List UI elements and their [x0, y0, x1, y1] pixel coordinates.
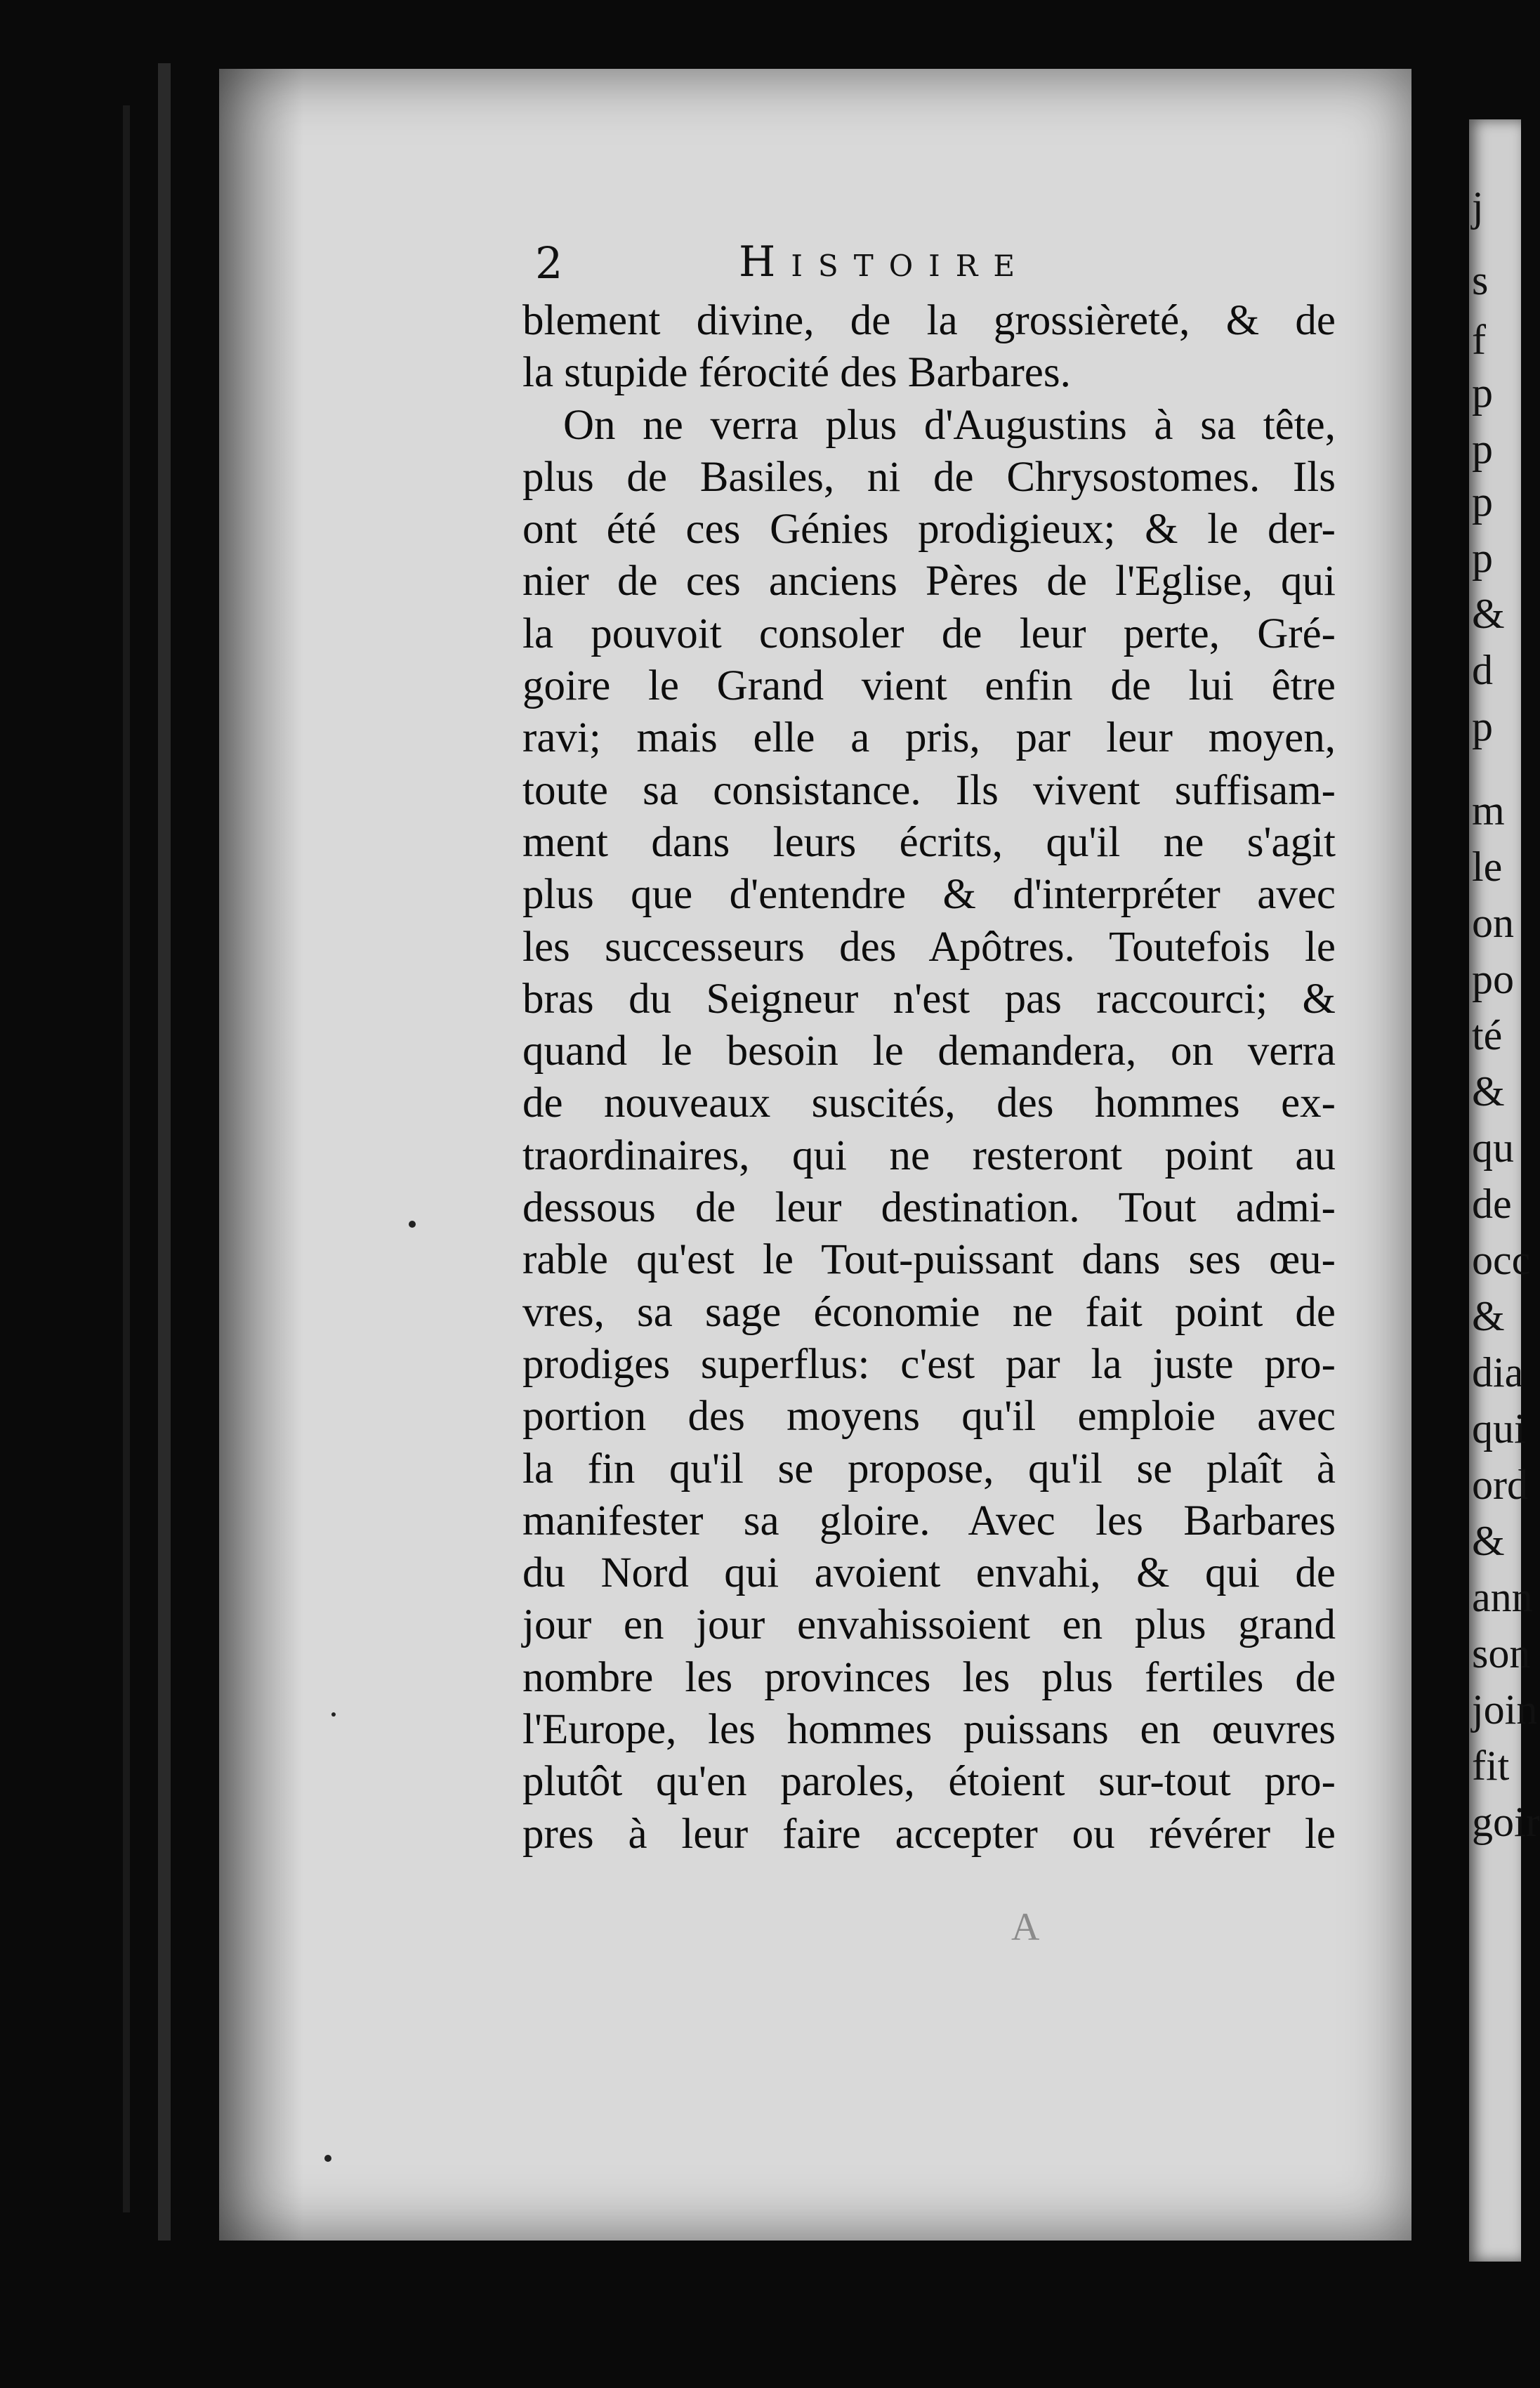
facing-page-edge [1469, 119, 1540, 2262]
text-line: plutôt qu'en paroles, étoient sur-tout pro- [522, 1758, 1336, 1806]
facing-page-fragment: f [1472, 317, 1486, 363]
facing-page-fragment: & [1472, 591, 1505, 637]
text-line: la pouvoit consoler de leur perte, Gré- [522, 610, 1336, 657]
facing-page-fragment: ord [1472, 1462, 1528, 1508]
facing-page-fragment: s [1472, 257, 1489, 303]
facing-page-fragment: p [1472, 478, 1493, 525]
facing-page-fragment: p [1472, 703, 1493, 749]
text-line: ravi; mais elle a pris, par leur moyen, [522, 714, 1336, 762]
facing-page-fragment: ann [1472, 1574, 1533, 1620]
text-line: manifester sa gloire. Avec les Barbares [522, 1497, 1336, 1544]
facing-page-fragment: po [1472, 956, 1514, 1002]
facing-page-fragment: qu [1472, 1124, 1514, 1171]
binding-edge-dark [123, 105, 130, 2212]
facing-page-fragment: m [1472, 787, 1505, 834]
facing-page-fragment: qui [1472, 1405, 1526, 1452]
page-number: 2 [535, 237, 563, 289]
text-line: rable qu'est le Tout-puissant dans ses œu- [522, 1236, 1336, 1284]
facing-page-fragment: goir [1472, 1799, 1540, 1845]
facing-page-fragment: & [1472, 1068, 1505, 1115]
facing-page-fragment: p [1472, 369, 1493, 416]
page-header [535, 237, 1336, 287]
text-line: traordinaires, qui ne resteront point au [522, 1131, 1336, 1179]
text-line: quand le besoin le demandera, on verra [522, 1028, 1336, 1075]
text-line: jour en jour envahissoient en plus grand [522, 1601, 1336, 1649]
text-line: les successeurs des Apôtres. Toutefois le [522, 923, 1336, 971]
facing-page-fragment: p [1472, 534, 1493, 581]
facing-page-fragment: de [1472, 1181, 1512, 1227]
facing-page-fragment: fit [1472, 1743, 1510, 1789]
facing-page-fragment: le [1472, 844, 1503, 890]
text-line: bras du Seigneur n'est pas raccourci; & [522, 975, 1336, 1023]
text-line: prodiges superflus: c'est par la juste pro- [522, 1340, 1336, 1388]
facing-page-fragment: té [1472, 1012, 1503, 1058]
text-line: la stupide férocité des Barbares. [522, 349, 1071, 397]
ink-speck [324, 2155, 331, 2162]
running-title: Histoire [739, 237, 1031, 287]
ink-speck [409, 1221, 416, 1228]
facing-page-fragment: son [1472, 1630, 1531, 1677]
signature-mark: A [1011, 1905, 1040, 1949]
facing-page-fragment: dia [1472, 1349, 1524, 1396]
text-line: goire le Grand vient enfin de lui être [522, 662, 1336, 710]
text-line: ont été ces Génies prodigieux; & le der- [522, 506, 1336, 553]
ink-speck [331, 1712, 336, 1717]
text-line: ment dans leurs écrits, qu'il ne s'agit [522, 818, 1336, 866]
facing-page-fragment: j [1472, 183, 1484, 230]
text-line: blement divine, de la grossièreté, & de [522, 297, 1336, 344]
text-line: la fin qu'il se propose, qu'il se plaît à [522, 1445, 1336, 1492]
text-line: du Nord qui avoient envahi, & qui de [522, 1549, 1336, 1597]
text-line: portion des moyens qu'il emploie avec [522, 1393, 1336, 1441]
text-line: On ne verra plus d'Augustins à sa tête, [563, 401, 1336, 449]
text-line: nombre les provinces les plus fertiles de [522, 1653, 1336, 1701]
text-line: toute sa consistance. Ils vivent suffisam- [522, 766, 1336, 814]
text-line: plus de Basiles, ni de Chrysostomes. Ils [522, 453, 1336, 501]
facing-page-fragment: join [1472, 1686, 1538, 1733]
facing-page-fragment: d [1472, 647, 1493, 693]
facing-page-fragment: on [1472, 900, 1514, 946]
text-line: de nouveaux suscités, des hommes ex- [522, 1080, 1336, 1127]
facing-page-fragment: occ [1472, 1237, 1531, 1283]
text-line: plus que d'entendre & d'interpréter avec [522, 871, 1336, 919]
gutter-shadow [219, 69, 303, 2241]
body-text [522, 295, 1336, 1861]
text-line: l'Europe, les hommes puissans en œuvres [522, 1706, 1336, 1754]
text-line: nier de ces anciens Pères de l'Eglise, qui [522, 558, 1336, 605]
binding-edge [158, 63, 171, 2241]
text-line: pres à leur faire accepter ou révérer le [522, 1810, 1336, 1858]
facing-page-fragment: p [1472, 426, 1493, 472]
facing-page-fragment: & [1472, 1518, 1505, 1564]
text-line: vres, sa sage économie ne fait point de [522, 1288, 1336, 1336]
text-line: dessous de leur destination. Tout admi- [522, 1184, 1336, 1232]
facing-page-fragment: & [1472, 1293, 1505, 1339]
